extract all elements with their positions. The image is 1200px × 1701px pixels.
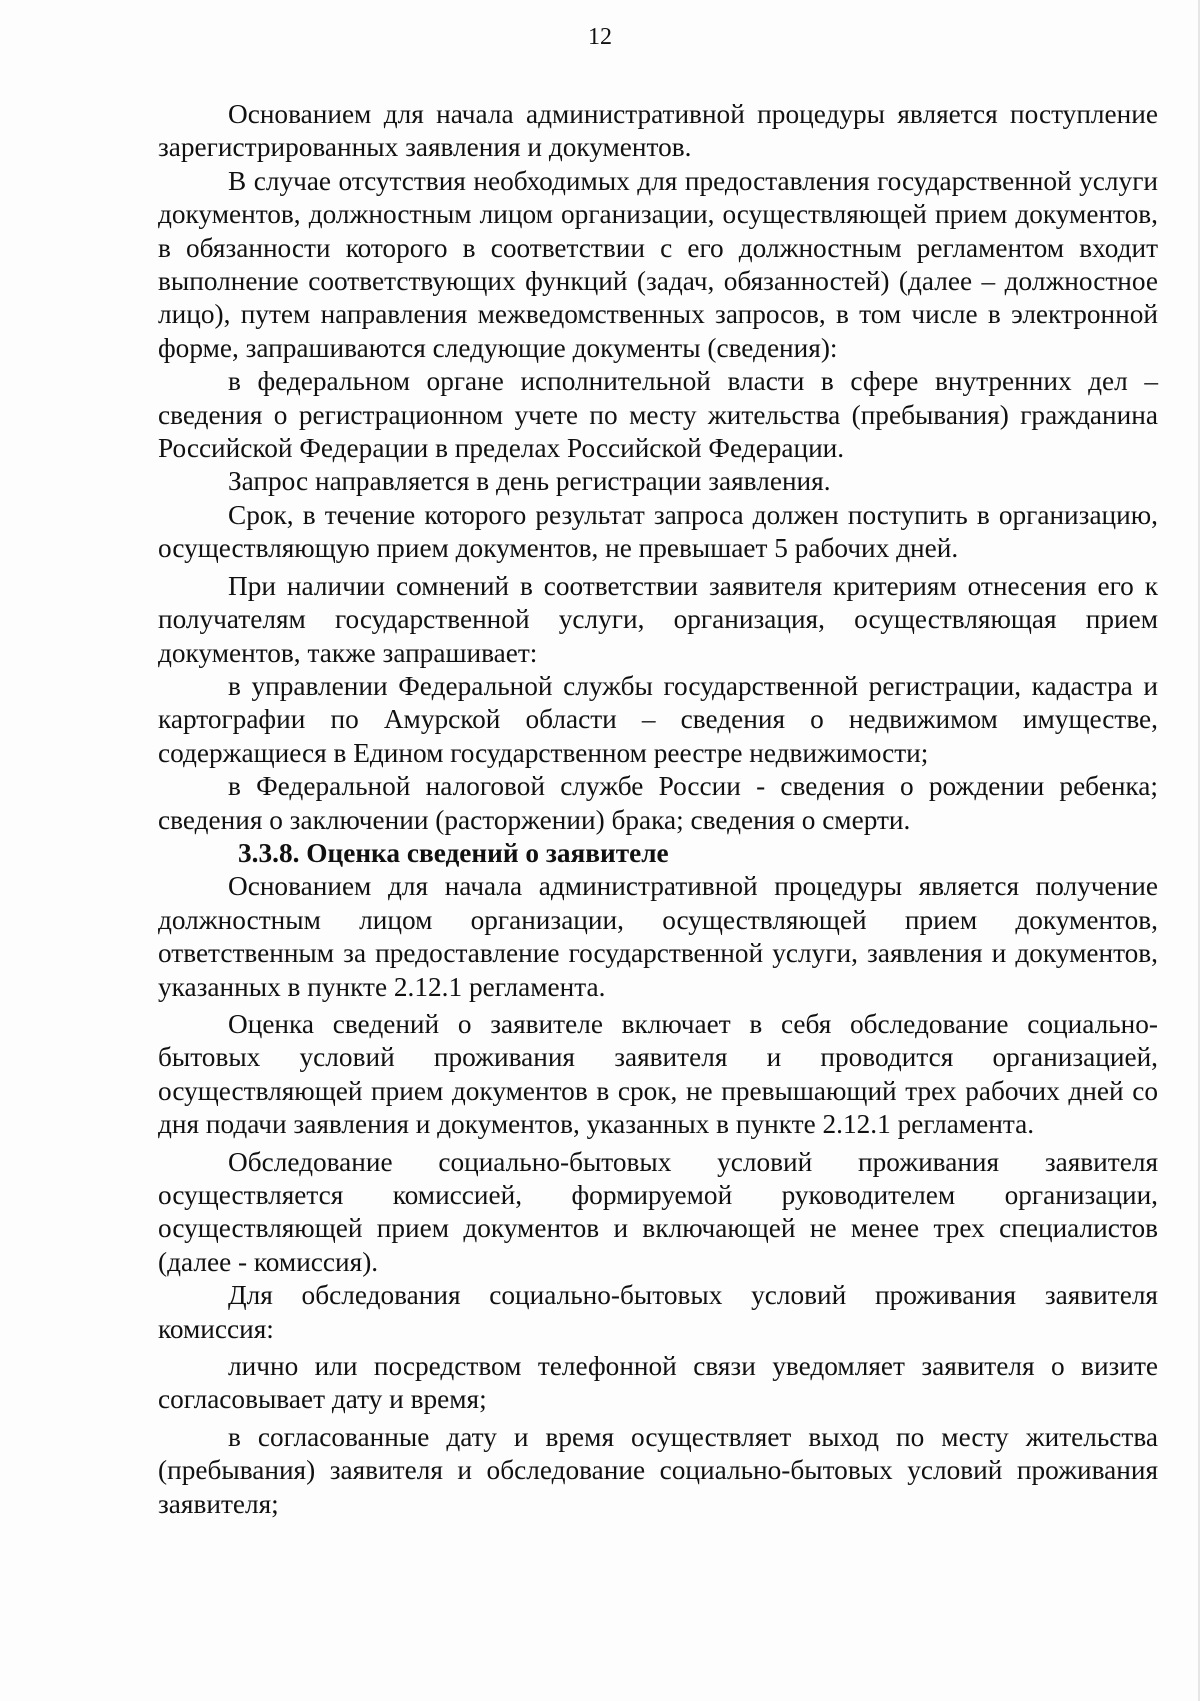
list-item-notify: лично или посредством телефонной связи уведомляет заявителя о визите согласовывает дату и время; (158, 1351, 1158, 1415)
paragraph-rosreestr: в управлении Федеральной службы государственной регистрации, кадастра и картографии по Амурской области – сведения о недвижимом имуществе, содержащиеся в Едином государственном реестре недвижимости; (158, 670, 1158, 768)
paragraph-tax-service: в Федеральной налоговой службе России - сведения о рождении ребенка; сведения о заключении (расторжении) брака; сведения о смерти. (158, 771, 1158, 835)
section-heading: 3.3.8. Оценка сведений о заявителе (238, 837, 669, 868)
list-item-visit: в согласованные дату и время осуществляет выход по месту жительства (пребывания) заявителя и обследование социально-бытовых условий проживания заявителя; (158, 1421, 1158, 1519)
paragraph-internal-affairs: в федеральном органе исполнительной власти в сфере внутренних дел – сведения о регистрационном учете по месту жительства (пребывания) гражданина Российской Федерации в пределах Российской Федерации. (158, 366, 1158, 464)
paragraph-commission-actions: Для обследования социально-бытовых условий проживания заявителя комиссия: (158, 1280, 1158, 1344)
paragraph-assessment: Оценка сведений о заявителе включает в себя обследование социально-бытовых условий проживания заявителя и проводится организацией, осуществляющей прием документов в срок, не превышающий трех рабочих дней со дня подачи заявления и документов, указанных в пункте 2.12.1 регламента. (158, 1008, 1158, 1140)
paragraph-request-term: Срок, в течение которого результат запроса должен поступить в организацию, осуществляющую прием документов, не превышает 5 рабочих дней. (158, 499, 1158, 564)
paragraph-request-day: Запрос направляется в день регистрации заявления. (228, 466, 831, 497)
paragraph-missing-documents: В случае отсутствия необходимых для предоставления государственной услуги документов, должностным лицом организации, осуществляющей прием документов, в обязанности которого в соответствии с его должностным регламентом входит выполнение соответствующих функций (задач, обязанностей) (далее – должностное лицо), путем направления межведомственных запросов, в том числе в электронной форме, запрашиваются следующие документы (сведения): (158, 165, 1158, 363)
document-body (158, 98, 1158, 1521)
page-number: 12 (588, 24, 612, 50)
paragraph-basis: Основанием для начала административной процедуры является поступление зарегистрированных заявления и документов. (158, 99, 1158, 163)
paragraph-section-basis: Основанием для начала административной процедуры является получение должностным лицом организации, осуществляющей прием документов, ответственным за предоставление государственной услуги, заявления и документов, указанных в пункте 2.12.1 регламента. (158, 871, 1158, 1002)
paragraph-commission: Обследование социально-бытовых условий проживания заявителя осуществляется комиссией, формируемой руководителем организации, осуществляющей прием документов и включающей не менее трех специалистов (далее - комиссия). (158, 1146, 1158, 1277)
paragraph-doubts: При наличии сомнений в соответствии заявителя критериям отнесения его к получателям государственной услуги, организация, осуществляющая прием документов, также запрашивает: (158, 570, 1158, 668)
